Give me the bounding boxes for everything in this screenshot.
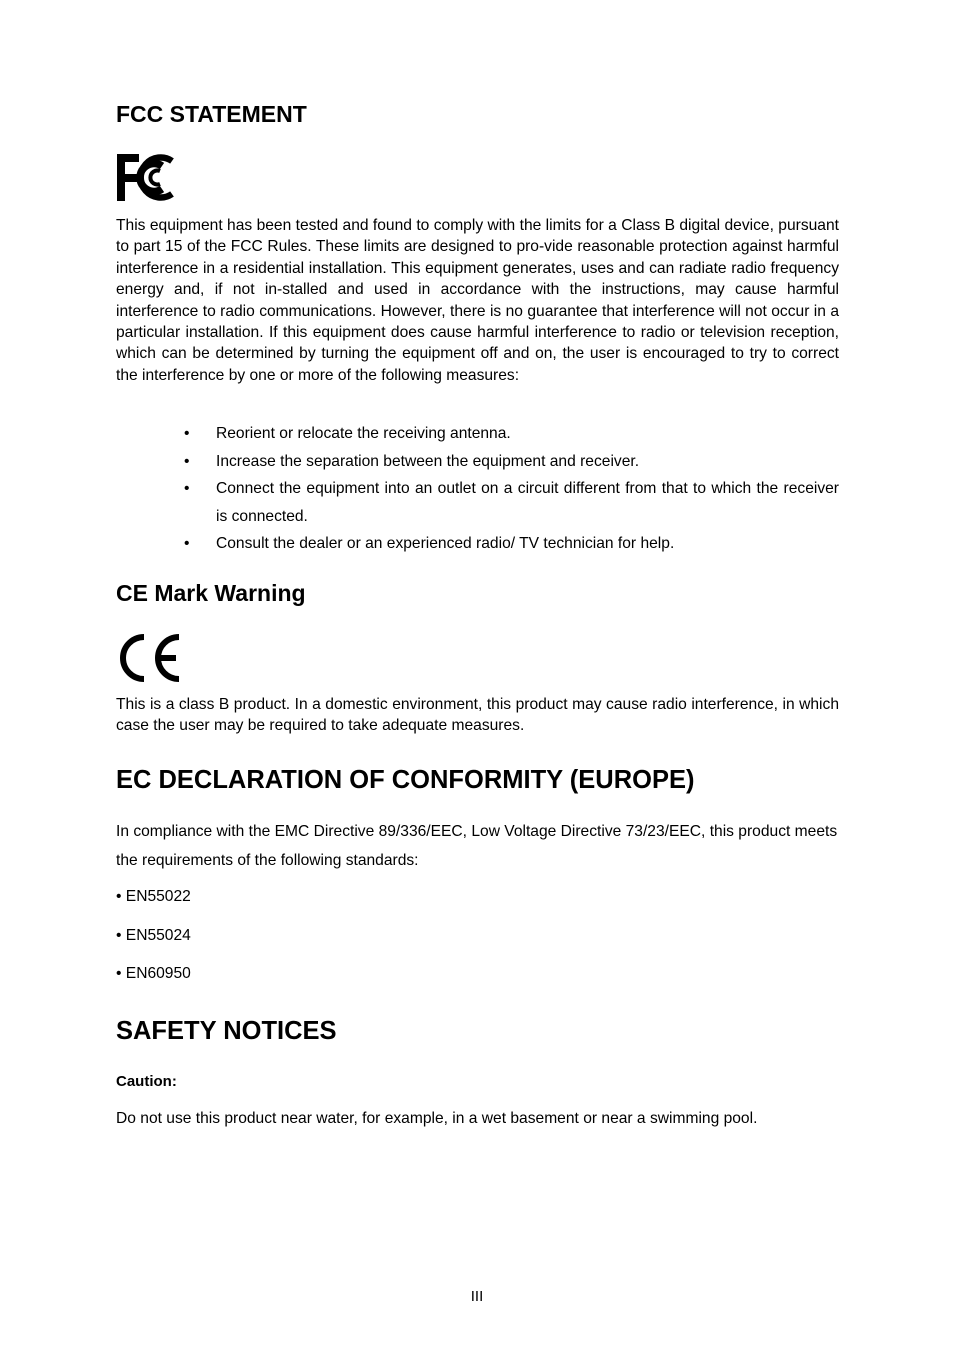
ce-heading: CE Mark Warning bbox=[116, 580, 306, 606]
ec-heading: EC DECLARATION OF CONFORMITY (EUROPE) bbox=[116, 766, 695, 794]
ce-mark-icon bbox=[116, 632, 182, 684]
standard-item: • EN55022 bbox=[116, 888, 191, 905]
bullet-icon: • bbox=[184, 480, 190, 497]
ce-body-text: This is a class B product. In a domestic environment, this product may cause radio interference, in which case the user may be required to take adequate measures. bbox=[116, 696, 839, 735]
fcc-heading: FCC STATEMENT bbox=[116, 101, 307, 127]
list-item: • Consult the dealer or an experienced radio/ TV technician for help. bbox=[116, 530, 839, 558]
caution-text: Do not use this product near water, for example, in a wet basement or near a swimming pool. bbox=[116, 1110, 758, 1127]
standard-item: • EN60950 bbox=[116, 965, 191, 982]
list-item: • Reorient or relocate the receiving antenna. bbox=[116, 420, 839, 448]
fcc-logo-icon bbox=[116, 153, 184, 203]
bullet-icon: • bbox=[184, 425, 190, 442]
bullet-icon: • bbox=[184, 535, 190, 552]
standard-item: • EN55024 bbox=[116, 927, 191, 944]
caution-label: Caution: bbox=[116, 1073, 177, 1090]
fcc-body-text: This equipment has been tested and found to comply with the limits for a Class B digital device, pursuant to part 15 of the FCC Rules. These limits are designed to pro-vide reasonable protection against harmful interference in a residential installation. This equipment generates, uses and can radiate radio frequency energy and, if not in-stalled and used in accordance with the instructions, may cause harmful interference to radio communications. However, there is no guarantee that interference will not occur in a particular installation. If this equipment does cause harmful interference to radio or television reception, which can be determined by turning the equipment off and on, the user is encouraged to try to correct the interference by one or more of the following measures: bbox=[116, 217, 839, 384]
page-number: III bbox=[470, 1288, 484, 1305]
bullet-icon: • bbox=[184, 452, 190, 470]
fcc-measures-list bbox=[116, 420, 839, 558]
safety-heading: SAFETY NOTICES bbox=[116, 1017, 337, 1045]
list-item: • Increase the separation between the equipment and receiver. bbox=[116, 448, 839, 476]
list-item: • Connect the equipment into an outlet on a circuit different from that to which the receiver is connected. bbox=[116, 475, 839, 530]
ec-intro-text: In compliance with the EMC Directive 89/336/EEC, Low Voltage Directive 73/23/EEC, this product meets the requirements of the following standards: bbox=[116, 823, 838, 869]
